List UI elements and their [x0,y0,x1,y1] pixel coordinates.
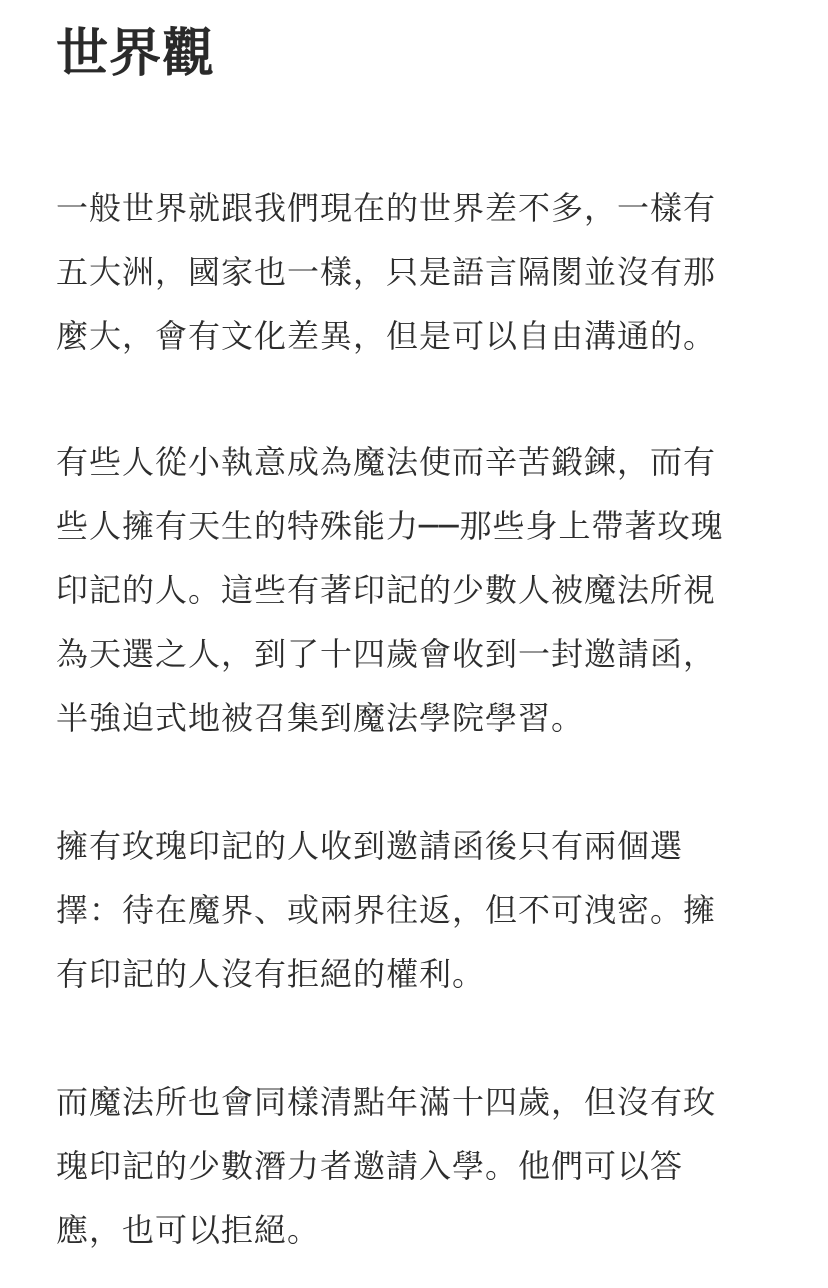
paragraph-line: 印記的人。這些有著印記的少數人被魔法所視 [56,571,717,609]
paragraph-line: 瑰印記的少數潛力者邀請入學。他們可以答 [56,1147,684,1185]
paragraph-1 [56,176,716,368]
paragraph-line: 一般世界就跟我們現在的世界差不多，一樣有 [56,189,717,227]
paragraph-2 [56,430,724,750]
paragraph-line: 而魔法所也會同樣清點年滿十四歲，但沒有玫 [56,1083,717,1121]
paragraph-line: 應，也可以拒絕。 [56,1211,321,1249]
paragraph-line: 麼大，會有文化差異，但是可以自由溝通的。 [56,317,717,355]
paragraph-line: 五大洲，國家也一樣，只是語言隔閡並沒有那 [56,253,717,291]
paragraph-line: 擇：待在魔界、或兩界往返，但不可洩密。擁 [56,891,717,929]
paragraph-line: 有印記的人沒有拒絕的權利。 [56,955,486,993]
page-title: 世界觀 [56,24,216,84]
paragraph-line: 有些人從小執意成為魔法使而辛苦鍛鍊，而有 [56,443,717,481]
paragraph-line: 些人擁有天生的特殊能力──那些身上帶著玫瑰 [56,507,724,545]
paragraph-3 [56,814,716,1006]
paragraph-line: 半強迫式地被召集到魔法學院學習。 [56,699,585,737]
paragraph-4 [56,1070,716,1262]
paragraph-line: 擁有玫瑰印記的人收到邀請函後只有兩個選 [56,827,684,865]
paragraph-line: 為天選之人，到了十四歲會收到一封邀請函， [56,635,717,673]
